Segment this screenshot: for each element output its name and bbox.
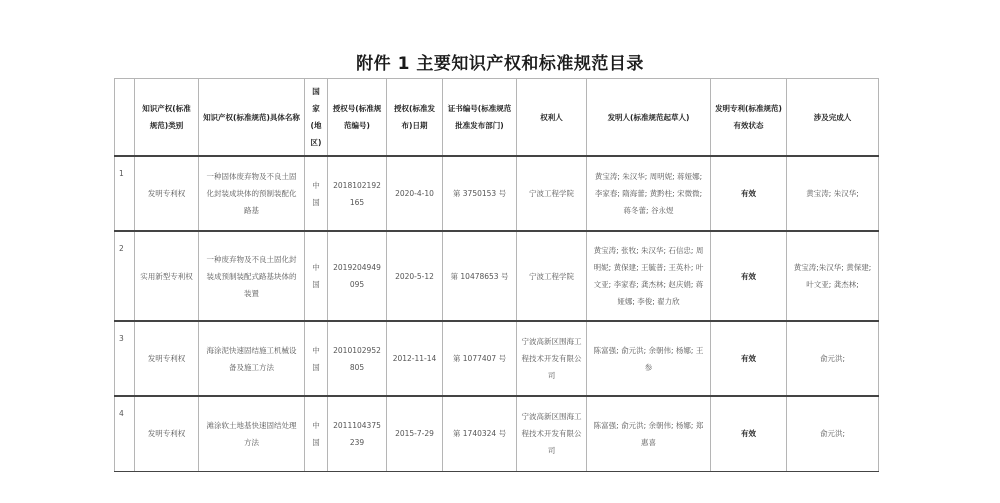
cell-name: 一种固体废弃物及不良土固化封装成块体的预制装配化路基 — [199, 156, 305, 231]
header-cell-no — [115, 79, 135, 157]
page-title: 附件 1 主要知识产权和标准规范目录 — [356, 54, 644, 74]
header-cell-auth-no: 授权号(标准规范编号) — [328, 79, 387, 157]
header-cell-country: 国家(地区) — [305, 79, 328, 157]
header-cell-category: 知识产权(标准规范)类别 — [135, 79, 199, 157]
cell-completers: 黄宝涛; 朱汉华; — [787, 156, 879, 231]
row-number: 4 — [115, 396, 135, 471]
cell-owner: 宁波高新区围海工程技术开发有限公司 — [517, 396, 587, 471]
cell-inventors: 黄宝涛; 张牧; 朱汉华; 石信忠; 周明妮; 黄保建; 王毓普; 王英朴; 叶文亚; 李家春; 龚杰林; 赵庆娟; 蒋娅娜; 李俊; 翟力欣 — [587, 231, 711, 321]
cell-name: 海涂泥快速固结施工机械设备及施工方法 — [199, 321, 305, 396]
cell-date: 2015-7-29 — [387, 396, 443, 471]
cell-cert: 第 10478653 号 — [443, 231, 517, 321]
header-cell-date: 授权(标准发布)日期 — [387, 79, 443, 157]
table-row — [115, 156, 879, 231]
cell-status: 有效 — [711, 156, 787, 231]
row-number: 2 — [115, 231, 135, 321]
header-cell-completers: 涉及完成人 — [787, 79, 879, 157]
cell-status: 有效 — [711, 321, 787, 396]
ip-table — [114, 78, 879, 472]
cell-auth-no: 2019204949095 — [328, 231, 387, 321]
header-cell-owner: 权利人 — [517, 79, 587, 157]
cell-auth-no: 2011104375239 — [328, 396, 387, 471]
cell-category: 发明专利权 — [135, 321, 199, 396]
cell-country: 中国 — [305, 321, 328, 396]
row-number: 3 — [115, 321, 135, 396]
cell-country: 中国 — [305, 231, 328, 321]
cell-cert: 第 1077407 号 — [443, 321, 517, 396]
cell-name: 一种废弃物及不良土固化封装成预制装配式路基块体的装置 — [199, 231, 305, 321]
cell-owner: 宁波工程学院 — [517, 231, 587, 321]
header-cell-cert: 证书编号(标准规范批准发布部门) — [443, 79, 517, 157]
header-row — [115, 79, 879, 157]
cell-category: 发明专利权 — [135, 156, 199, 231]
cell-completers: 俞元洪; — [787, 321, 879, 396]
table-row — [115, 396, 879, 471]
cell-cert: 第 1740324 号 — [443, 396, 517, 471]
cell-country: 中国 — [305, 396, 328, 471]
table-row — [115, 231, 879, 321]
cell-date: 2020-5-12 — [387, 231, 443, 321]
cell-date: 2020-4-10 — [387, 156, 443, 231]
cell-status: 有效 — [711, 231, 787, 321]
cell-inventors: 黄宝涛; 朱汉华; 周明妮; 蒋娅娜; 李家春; 隋海蕾; 黄黔柱; 宋微微; 蒋冬蕾; 谷永煜 — [587, 156, 711, 231]
cell-name: 滩涂软土地基快速固结处理方法 — [199, 396, 305, 471]
cell-inventors: 陈富强; 俞元洪; 余朝伟; 杨娜; 郑惠喜 — [587, 396, 711, 471]
header-cell-name: 知识产权(标准规范)具体名称 — [199, 79, 305, 157]
row-number: 1 — [115, 156, 135, 231]
cell-owner: 宁波工程学院 — [517, 156, 587, 231]
cell-country: 中国 — [305, 156, 328, 231]
cell-owner: 宁波高新区围海工程技术开发有限公司 — [517, 321, 587, 396]
cell-completers: 俞元洪; — [787, 396, 879, 471]
table-row — [115, 321, 879, 396]
header-cell-inventors: 发明人(标准规范起草人) — [587, 79, 711, 157]
cell-category: 实用新型专利权 — [135, 231, 199, 321]
cell-category: 发明专利权 — [135, 396, 199, 471]
cell-status: 有效 — [711, 396, 787, 471]
cell-auth-no: 2018102192165 — [328, 156, 387, 231]
cell-date: 2012-11-14 — [387, 321, 443, 396]
cell-auth-no: 2010102952805 — [328, 321, 387, 396]
cell-completers: 黄宝涛;朱汉华; 黄保建; 叶文亚; 龚杰林; — [787, 231, 879, 321]
cell-cert: 第 3750153 号 — [443, 156, 517, 231]
cell-inventors: 陈富强; 俞元洪; 余朝伟; 杨娜; 王参 — [587, 321, 711, 396]
header-cell-status: 发明专利(标准规范)有效状态 — [711, 79, 787, 157]
